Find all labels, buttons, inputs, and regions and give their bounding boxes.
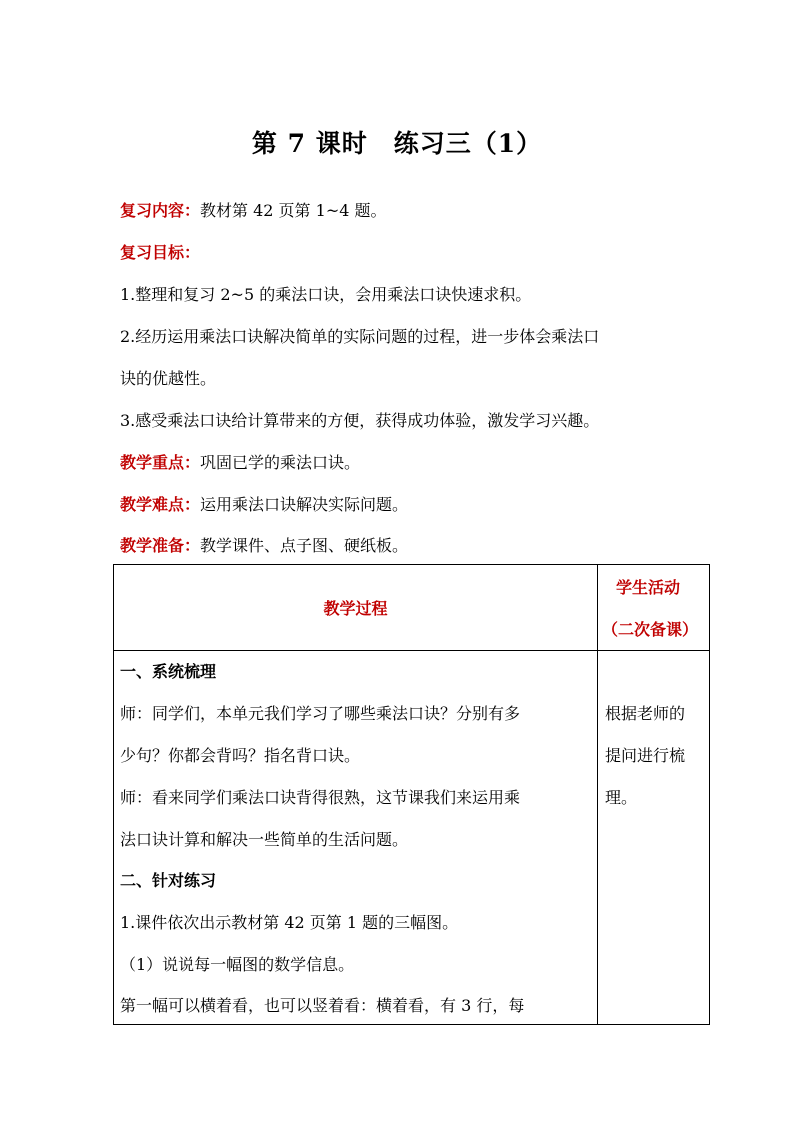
process-cell [114, 651, 598, 1025]
review-goals-heading [120, 242, 200, 264]
difficulties-text: 运用乘法口诀解决实际问题。 [200, 495, 409, 514]
table-header-process: 教学过程 [114, 565, 598, 651]
goal-line-3: 诀的优越性。 [120, 369, 217, 388]
review-content-line [120, 200, 387, 222]
process-line-9: 第一幅可以横着看，也可以竖着看：横着看，有 3 行，每 [120, 996, 525, 1015]
process-line-8: （1）说说每一幅图的数学信息。 [120, 955, 355, 974]
table-header-student-activity [598, 565, 710, 651]
review-content-text: 教材第 42 页第 1~4 题。 [200, 201, 387, 220]
header-side-line-1: 学生活动 [616, 578, 681, 597]
key-points-line [120, 452, 360, 474]
difficulties-label: 教学难点： [120, 495, 201, 514]
process-line-7: 1.课件依次出示教材第 42 页第 1 题的三幅图。 [120, 913, 459, 932]
goal-line-1: 1.整理和复习 2~5 的乘法口诀，会用乘法口诀快速求积。 [120, 285, 532, 304]
goal-line-2: 2.经历运用乘法口诀解决简单的实际问题的过程，进一步体会乘法口 [120, 327, 600, 346]
process-line-4: 师：看来同学们乘法口诀背得很熟，这节课我们来运用乘 [120, 788, 521, 807]
difficulties-line [120, 494, 408, 516]
student-activity-cell [598, 651, 710, 1025]
activity-line-2: 提问进行梳 [605, 746, 686, 765]
table-header-row [114, 565, 710, 651]
process-line-6: 二、针对练习 [120, 871, 217, 890]
preparation-label: 教学准备： [120, 536, 201, 555]
preparation-line [120, 535, 408, 557]
table-body-row [114, 651, 710, 1025]
activity-line-3: 理。 [605, 788, 638, 807]
header-side-line-2: （二次备课） [602, 620, 699, 639]
lesson-process-table [113, 564, 710, 1025]
preparation-text: 教学课件、点子图、硬纸板。 [200, 536, 409, 555]
process-line-2: 师：同学们，本单元我们学习了哪些乘法口诀？分别有多 [120, 704, 521, 723]
activity-line-1: 根据老师的 [605, 704, 686, 723]
lesson-title: 第 7 课时 练习三（1） [251, 129, 543, 158]
review-goals-label: 复习目标： [120, 243, 201, 262]
process-line-5: 法口诀计算和解决一些简单的生活问题。 [120, 830, 409, 849]
process-line-1: 一、系统梳理 [120, 662, 217, 681]
review-content-label: 复习内容： [120, 201, 201, 220]
key-points-text: 巩固已学的乘法口诀。 [200, 453, 361, 472]
key-points-label: 教学重点： [120, 453, 201, 472]
goal-line-4: 3.感受乘法口诀给计算带来的方便，获得成功体验，激发学习兴趣。 [120, 411, 600, 430]
process-line-3: 少句？你都会背吗？指名背口诀。 [120, 746, 361, 765]
